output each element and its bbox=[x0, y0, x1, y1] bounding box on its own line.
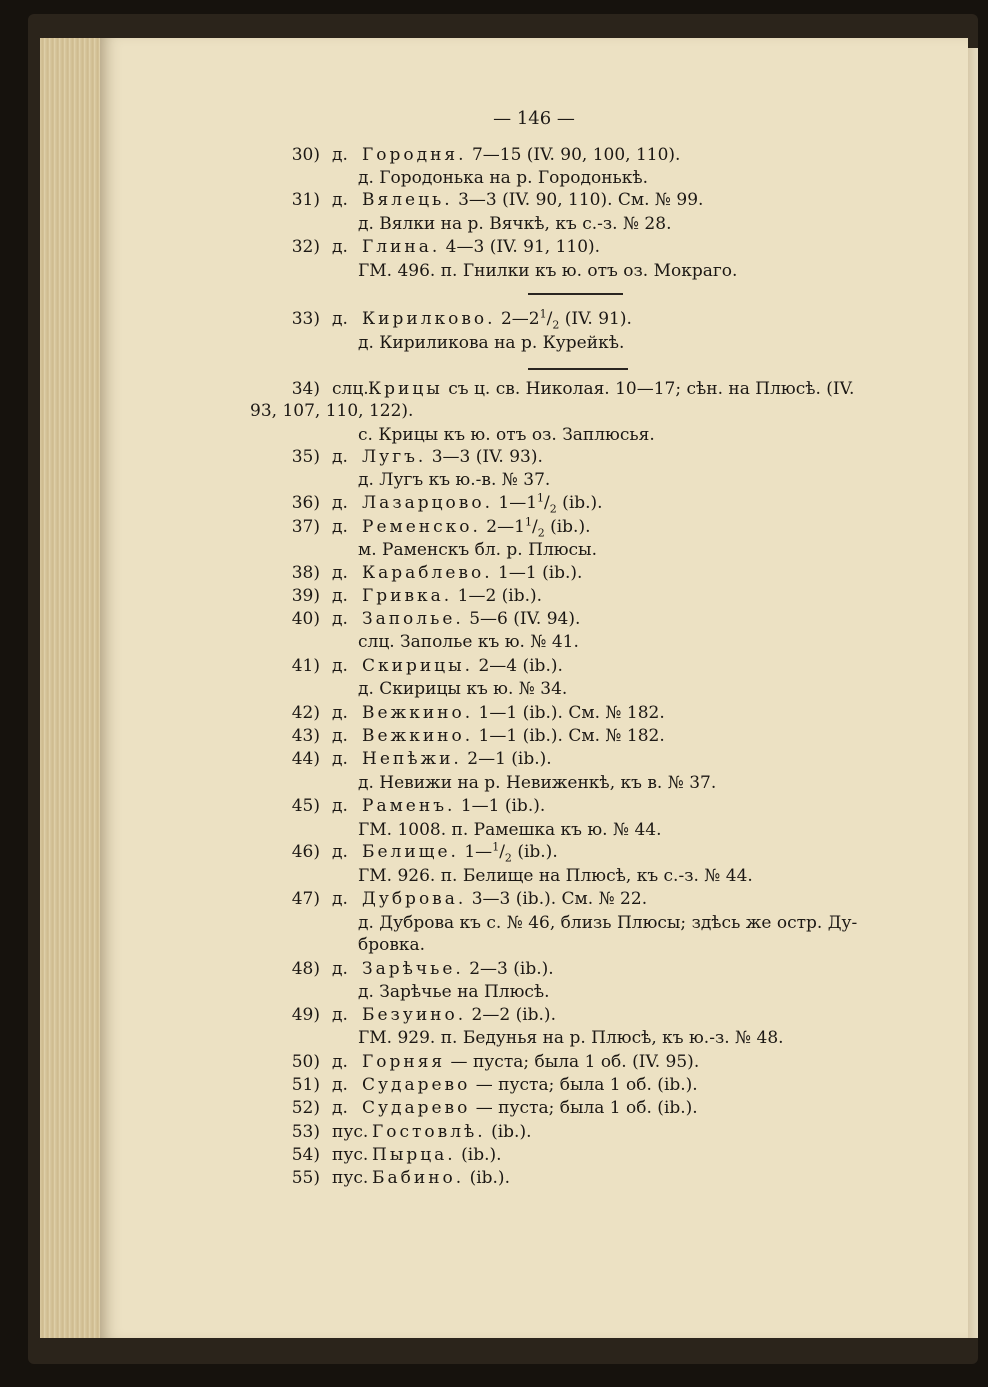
entry-number: 33) bbox=[291, 309, 320, 329]
entry-line bbox=[100, 492, 968, 515]
fraction-numerator: 1 bbox=[492, 840, 500, 854]
entry-line bbox=[100, 144, 968, 167]
entry-source: (IV. 91). bbox=[559, 309, 632, 329]
note-text: д. Скирицы къ ю. № 34. bbox=[358, 679, 568, 699]
place-name: Караблево. bbox=[362, 563, 493, 583]
note-text: д. Вялки на р. Вячкѣ, къ с.-з. № 28. bbox=[358, 214, 672, 234]
entry-wrap bbox=[100, 400, 968, 423]
entry-text bbox=[372, 1121, 531, 1144]
place-name: Горняя bbox=[362, 1052, 446, 1072]
fraction-denominator: 2 bbox=[537, 526, 545, 540]
note-text: д. Кириликова на р. Курейкѣ. bbox=[358, 333, 625, 353]
fraction-slash: / bbox=[546, 309, 553, 329]
entry-prefix: д. bbox=[332, 493, 348, 513]
entry-line bbox=[100, 585, 968, 608]
entry-source: (ib.). bbox=[544, 517, 591, 537]
entry-text bbox=[362, 702, 665, 725]
entry-details: 3—3 (ib.). См. № 22. bbox=[466, 889, 648, 909]
note-text: ГМ. 929. п. Бедунья на р. Плюсѣ, къ ю.-з. № 48. bbox=[358, 1028, 784, 1048]
entry-details: 1—1 (ib.). bbox=[492, 563, 583, 583]
entry-number: 44) bbox=[291, 749, 320, 769]
entry-text bbox=[372, 1167, 510, 1190]
entry-text bbox=[362, 562, 582, 585]
entry-details: 2—1 bbox=[480, 517, 525, 537]
entry-number: 43) bbox=[291, 726, 320, 746]
entry-number: 53) bbox=[291, 1122, 320, 1142]
entry-details: (ib.). bbox=[464, 1168, 510, 1188]
entry-details: 1—1 (ib.). См. № 182. bbox=[473, 726, 665, 746]
entry-line bbox=[100, 1167, 968, 1190]
entry-prefix: д. bbox=[332, 563, 348, 583]
entry-prefix: д. bbox=[332, 309, 348, 329]
place-name: Вялець. bbox=[362, 190, 453, 210]
note-text: ГМ. 1008. п. Рамешка къ ю. № 44. bbox=[358, 820, 662, 840]
entry-details: 1—1 (ib.). См. № 182. bbox=[473, 703, 665, 723]
entry-details: (ib.). bbox=[455, 1145, 502, 1165]
entry-prefix: д. bbox=[332, 190, 348, 210]
entry-line bbox=[100, 1097, 968, 1120]
book-page bbox=[100, 38, 968, 1338]
entry-number: 49) bbox=[291, 1005, 320, 1025]
entry-text bbox=[362, 795, 545, 818]
entry-number: 37) bbox=[291, 517, 320, 537]
place-name: Дуброва. bbox=[362, 889, 467, 909]
fraction-numerator: 1 bbox=[537, 491, 545, 505]
entry-line bbox=[100, 1121, 968, 1144]
place-name: Ременско. bbox=[362, 517, 481, 537]
fraction-denominator: 2 bbox=[549, 502, 557, 516]
note-text: с. Крицы къ ю. отъ оз. Заплюсья. bbox=[358, 425, 655, 445]
entry-prefix: д. bbox=[332, 447, 348, 467]
place-name: Городня. bbox=[362, 145, 467, 165]
entry-details: 4—3 (IV. 91, 110). bbox=[440, 237, 601, 257]
entry-details: 1—1 (ib.). bbox=[455, 796, 546, 816]
entry-note bbox=[100, 1027, 968, 1050]
entry-details: съ ц. св. Николая. 10—17; сѣн. на Плюсѣ. (IV. bbox=[442, 379, 855, 399]
entry-prefix: д. bbox=[332, 959, 348, 979]
entry-details: 2—2 (ib.). bbox=[466, 1005, 556, 1025]
entry-text bbox=[362, 492, 603, 515]
entry-text bbox=[362, 1051, 699, 1074]
wrap-text: 93, 107, 110, 122). bbox=[250, 401, 414, 421]
entry-note bbox=[100, 167, 968, 190]
entry-line bbox=[100, 841, 968, 864]
entry-text bbox=[362, 608, 580, 631]
entry-details: 3—3 (IV. 93). bbox=[426, 447, 543, 467]
entry-text bbox=[362, 655, 563, 678]
place-name: Гостовлѣ. bbox=[372, 1122, 486, 1142]
entry-number: 51) bbox=[291, 1075, 320, 1095]
fraction-slash: / bbox=[531, 517, 538, 537]
entry-line bbox=[100, 308, 968, 331]
note-text: д. Городонька на р. Городонькѣ. bbox=[358, 168, 649, 188]
entry-details: 5—6 (IV. 94). bbox=[463, 609, 581, 629]
note-text: бровка. bbox=[358, 935, 426, 955]
entry-note bbox=[100, 631, 968, 654]
entry-text bbox=[362, 446, 543, 469]
entry-prefix: пус. bbox=[332, 1122, 369, 1142]
entry-prefix: д. bbox=[332, 656, 348, 676]
place-name: Вежкино. bbox=[362, 726, 474, 746]
entry-prefix: д. bbox=[332, 703, 348, 723]
entry-prefix: д. bbox=[332, 1052, 348, 1072]
fraction-slash: / bbox=[499, 842, 505, 862]
entry-note bbox=[100, 260, 968, 283]
entry-note bbox=[100, 865, 968, 888]
entry-details: (ib.). bbox=[485, 1122, 532, 1142]
entry-number: 35) bbox=[291, 447, 320, 467]
entry-text bbox=[362, 189, 703, 212]
section-divider bbox=[528, 368, 628, 370]
entry-number: 34) bbox=[291, 379, 320, 399]
entry-text bbox=[362, 888, 647, 911]
page-number: — 146 — bbox=[493, 108, 575, 129]
entry-prefix: д. bbox=[332, 517, 348, 537]
entry-line bbox=[100, 516, 968, 539]
entry-number: 46) bbox=[291, 842, 320, 862]
entry-source: (ib.). bbox=[556, 493, 603, 513]
entry-note bbox=[100, 912, 968, 935]
entry-text bbox=[362, 585, 542, 608]
entry-number: 55) bbox=[291, 1168, 320, 1188]
entry-line bbox=[100, 702, 968, 725]
place-name: Лугъ. bbox=[362, 447, 427, 467]
entry-line bbox=[100, 608, 968, 631]
entry-number: 47) bbox=[291, 889, 320, 909]
entry-number: 42) bbox=[291, 703, 320, 723]
entry-text bbox=[362, 236, 600, 259]
entry-details: 2—1 (ib.). bbox=[461, 749, 552, 769]
entry-text bbox=[362, 516, 590, 539]
note-text: слц. Заполье къ ю. № 41. bbox=[358, 632, 579, 652]
entry-prefix: пус. bbox=[332, 1145, 369, 1165]
entry-note bbox=[100, 332, 968, 355]
entry-note bbox=[100, 678, 968, 701]
entry-prefix: д. bbox=[332, 1075, 348, 1095]
entry-prefix: д. bbox=[332, 586, 348, 606]
entry-number: 36) bbox=[291, 493, 320, 513]
entry-note bbox=[100, 424, 968, 447]
note-text: д. Дуброва къ с. № 46, близь Плюсы; здѣсь же остр. Ду- bbox=[358, 913, 858, 933]
entry-prefix: д. bbox=[332, 726, 348, 746]
place-name: Скирицы. bbox=[362, 656, 474, 676]
place-name: Сударево bbox=[362, 1075, 471, 1095]
entry-number: 50) bbox=[291, 1052, 320, 1072]
section-divider bbox=[528, 293, 623, 295]
note-text: ГМ. 926. п. Белище на Плюсѣ, къ с.-з. № 44. bbox=[358, 866, 753, 886]
entry-note bbox=[100, 981, 968, 1004]
entry-prefix: слц. bbox=[332, 379, 369, 399]
entry-line bbox=[100, 236, 968, 259]
entry-number: 41) bbox=[291, 656, 320, 676]
entry-line bbox=[100, 1074, 968, 1097]
entry-note bbox=[100, 772, 968, 795]
entry-prefix: пус. bbox=[332, 1168, 369, 1188]
place-name: Заполье. bbox=[362, 609, 464, 629]
entry-details: 1—2 (ib.). bbox=[452, 586, 543, 606]
note-text: д. Лугъ къ ю.-в. № 37. bbox=[358, 470, 551, 490]
entry-note bbox=[100, 469, 968, 492]
place-name: Бабино. bbox=[372, 1168, 465, 1188]
entry-number: 40) bbox=[291, 609, 320, 629]
entry-number: 38) bbox=[291, 563, 320, 583]
entry-prefix: д. bbox=[332, 889, 348, 909]
entry-number: 30) bbox=[291, 145, 320, 165]
entry-text bbox=[362, 144, 680, 167]
entry-number: 31) bbox=[291, 190, 320, 210]
entry-note bbox=[100, 213, 968, 236]
entry-text bbox=[362, 1074, 698, 1097]
entry-number: 39) bbox=[291, 586, 320, 606]
fraction-numerator: 1 bbox=[524, 515, 532, 529]
place-name: Вежкино. bbox=[362, 703, 474, 723]
fraction-numerator: 1 bbox=[539, 307, 547, 321]
place-name: Белище. bbox=[362, 842, 459, 862]
entry-number: 32) bbox=[291, 237, 320, 257]
entry-line bbox=[100, 1004, 968, 1027]
note-text: д. Зарѣчье на Плюсѣ. bbox=[358, 982, 550, 1002]
entry-text bbox=[362, 841, 558, 864]
entry-prefix: д. bbox=[332, 796, 348, 816]
entry-number: 52) bbox=[291, 1098, 320, 1118]
entry-line bbox=[100, 748, 968, 771]
entry-line bbox=[100, 655, 968, 678]
place-name: Пырца. bbox=[372, 1145, 456, 1165]
fraction-denominator: 2 bbox=[504, 851, 512, 865]
entry-details: 2—4 (ib.). bbox=[473, 656, 563, 676]
place-name: Кирилково. bbox=[362, 309, 496, 329]
entry-line bbox=[100, 1051, 968, 1074]
entry-prefix: д. bbox=[332, 749, 348, 769]
entry-line bbox=[100, 562, 968, 585]
entry-note bbox=[100, 819, 968, 842]
entry-details: 3—3 (IV. 90, 110). См. № 99. bbox=[452, 190, 704, 210]
entry-prefix: д. bbox=[332, 237, 348, 257]
entry-note bbox=[100, 539, 968, 562]
entry-source: (ib.). bbox=[511, 842, 558, 862]
fraction-denominator: 2 bbox=[552, 318, 560, 332]
entry-line bbox=[100, 795, 968, 818]
entry-details: — пуста; была 1 об. (ib.). bbox=[470, 1075, 698, 1095]
entry-line bbox=[100, 888, 968, 911]
entry-prefix: д. bbox=[332, 1005, 348, 1025]
place-name: Глина. bbox=[362, 237, 441, 257]
entry-details: 2—3 (ib.). bbox=[463, 959, 554, 979]
entry-number: 45) bbox=[291, 796, 320, 816]
entry-details: 2—2 bbox=[495, 309, 540, 329]
entry-text bbox=[362, 748, 552, 771]
entry-details: — пуста; была 1 об. (ib.). bbox=[470, 1098, 698, 1118]
entry-note bbox=[100, 934, 968, 957]
place-name: Раменъ. bbox=[362, 796, 456, 816]
entry-number: 54) bbox=[291, 1145, 320, 1165]
fraction-slash: / bbox=[544, 493, 550, 513]
entry-prefix: д. bbox=[332, 842, 348, 862]
entry-prefix: д. bbox=[332, 145, 348, 165]
note-text: д. Невижи на р. Невиженкѣ, къ в. № 37. bbox=[358, 773, 717, 793]
place-name: Безуино. bbox=[362, 1005, 467, 1025]
place-name: Лазарцово. bbox=[362, 493, 493, 513]
entry-prefix: д. bbox=[332, 609, 348, 629]
entry-text bbox=[362, 1097, 698, 1120]
entry-details: 1— bbox=[458, 842, 493, 862]
place-name: Зарѣчье. bbox=[362, 959, 464, 979]
entry-details: 1—1 bbox=[493, 493, 538, 513]
entry-text bbox=[362, 308, 632, 331]
place-name: Сударево bbox=[362, 1098, 471, 1118]
entry-line bbox=[100, 1144, 968, 1167]
entry-text bbox=[372, 1144, 502, 1167]
entry-line bbox=[100, 725, 968, 748]
entry-prefix: д. bbox=[332, 1098, 348, 1118]
entry-text bbox=[362, 1004, 556, 1027]
entry-line bbox=[100, 446, 968, 469]
place-name: Непѣжи. bbox=[362, 749, 462, 769]
entry-text bbox=[362, 958, 554, 981]
entry-number: 48) bbox=[291, 959, 320, 979]
entry-line bbox=[100, 189, 968, 212]
entry-line bbox=[100, 378, 968, 401]
entry-text bbox=[362, 725, 665, 748]
place-name: Крицы bbox=[368, 379, 443, 399]
entry-details: — пуста; была 1 об. (IV. 95). bbox=[445, 1052, 700, 1072]
entry-line bbox=[100, 958, 968, 981]
note-text: м. Раменскъ бл. р. Плюсы. bbox=[358, 540, 597, 560]
entry-details: 7—15 (IV. 90, 100, 110). bbox=[466, 145, 681, 165]
entry-text bbox=[368, 378, 854, 401]
note-text: ГМ. 496. п. Гнилки къ ю. отъ оз. Мокраго. bbox=[358, 261, 738, 281]
place-name: Гривка. bbox=[362, 586, 453, 606]
